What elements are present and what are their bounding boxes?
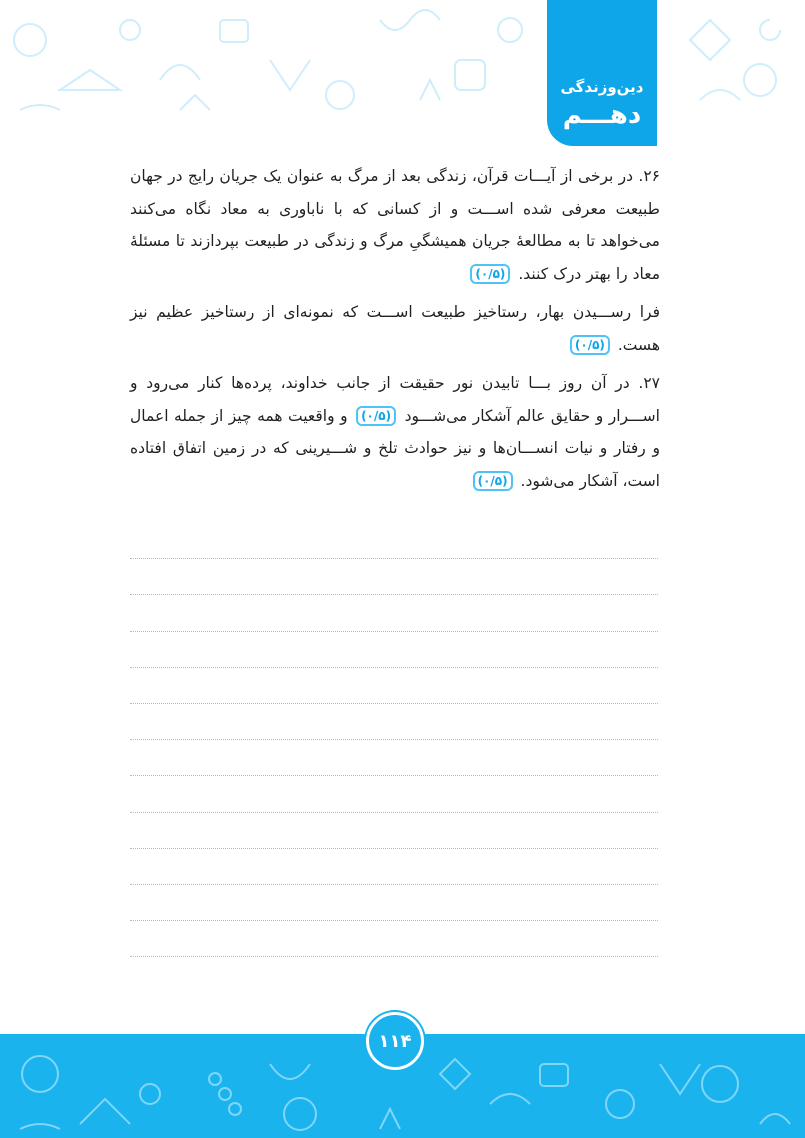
ruled-line (130, 813, 658, 849)
ruled-line (130, 595, 658, 631)
doodle-pattern-icon (0, 0, 805, 130)
answer-27 (130, 367, 660, 497)
ruled-line (130, 776, 658, 812)
answer-27-text-b: و واقعیت همه چیز از جمله اعمال و رفتار و نیات انســـان‌ها و نیز حوادث تلخ و شـــیرینی که در زمین اتفاق افتاده است، آشکار می‌شود. (130, 406, 660, 490)
score-badge: (۰/۵) (570, 335, 610, 355)
score-badge: (۰/۵) (470, 264, 510, 284)
answer-26-extra-text: فرا رســـیدن بهار، رستاخیز طبیعت اســـت که نمونه‌ای از رستاخیز عظیم نیز هست. (130, 303, 660, 354)
ruled-line (130, 704, 658, 740)
subject-title: دین‌وزندگی (560, 78, 644, 96)
ruled-line (130, 740, 658, 776)
answer-27-text-a: ۲۷. در آن روز بـــا تابیدن نور حقیقت از جانب خداوند، پرده‌ها کنار می‌رود و اســـرار و حقایق عالم آشکار می‌شـــود (130, 374, 660, 425)
answer-26 (130, 160, 660, 290)
page-number: ۱۱۴ (366, 1012, 424, 1070)
ruled-line (130, 668, 658, 704)
grade-title: دهـــم (562, 100, 642, 130)
score-badge: (۰/۵) (356, 406, 396, 426)
ruled-line (130, 921, 658, 957)
subject-badge (547, 0, 657, 146)
ruled-line (130, 559, 658, 595)
ruled-line (130, 885, 658, 921)
answer-content (130, 160, 660, 503)
ruled-line (130, 523, 658, 559)
ruled-line (130, 849, 658, 885)
header-pattern (0, 0, 805, 130)
ruled-line (130, 632, 658, 668)
score-badge: (۰/۵) (473, 471, 513, 491)
answer-26-text: ۲۶. در برخی از آیـــات قرآن، زندگی بعد از مرگ به عنوان یک جریان رایج در جهان طبیعت معرفی شده اســـت و از کسانی که با ناباوری به معاد نگاه می‌کنند می‌خواهد تا به مطالعهٔ جریان همیشگیِ مرگ و زندگی در طبیعت بپردازند تا مسئلهٔ معاد را بهتر درک کنند. (130, 167, 660, 283)
ruled-lines (130, 523, 658, 957)
answer-26-extra (130, 296, 660, 361)
